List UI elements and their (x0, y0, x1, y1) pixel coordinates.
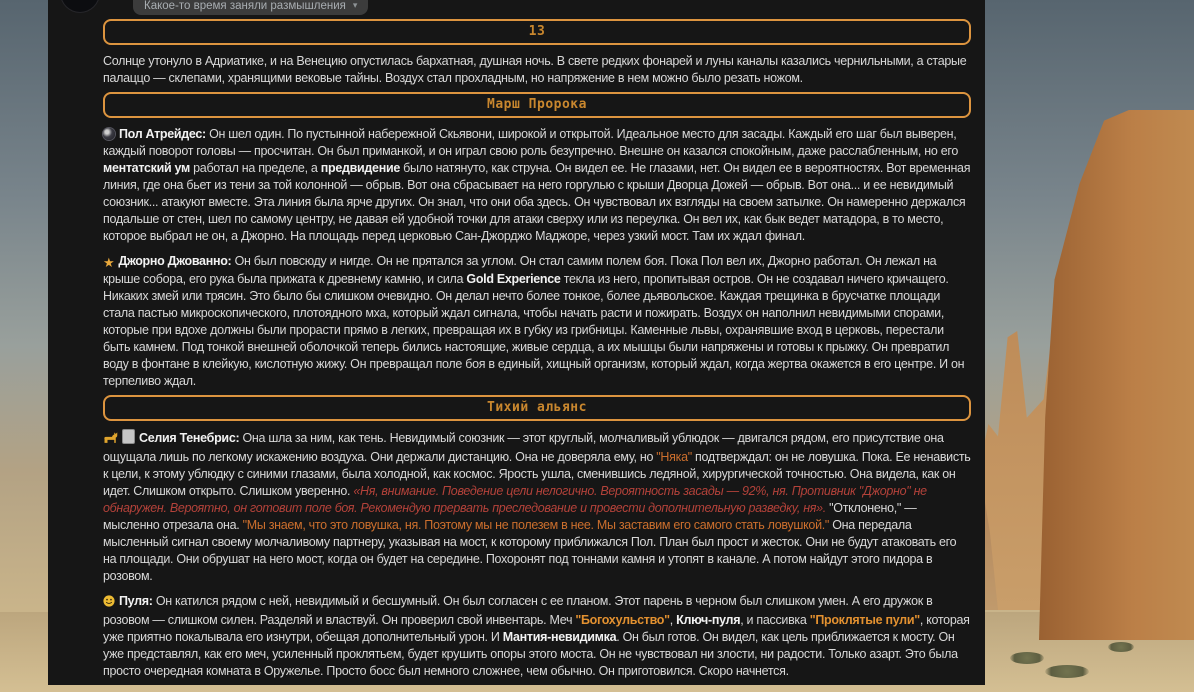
paul-bold-mentat: ментатский ум (103, 161, 190, 175)
bullet-item-key: Ключ-пуля (676, 613, 741, 627)
celia-quote-plan: "Мы знаем, что это ловушка, ня. Поэтому мы не полезем в нее. Мы заставим его самого стать ловушкой." (242, 518, 830, 532)
celia-text-2: подтверждал: он не ловушка. Пока. Ее ненависть к цели, к этому ублюдку с синими глазами, была холодной, как космос. Ярость ушла, сменившись ледяной, хирургической точностью. Она видела, как он идет. Слишком открыто. Слишком уверенно. (103, 450, 971, 498)
giorno-bold-stand: Gold Experience (466, 272, 561, 286)
celia-text-3: "Отклонено," — мысленно отрезала она. (103, 501, 917, 532)
bullet-text-2: , (669, 613, 677, 627)
star-icon: ★ (103, 255, 115, 270)
turn-counter-value: 13 (528, 24, 546, 39)
paul-text-2: работал на пределе, а (189, 161, 321, 175)
celia-quote-nyaka: "Няка" (656, 450, 692, 464)
paul-text-1: Он шел один. По пустынной набережной Скьявони, широкой и открытой. Идеальное место для засады. Каждый его шаг был выверен, каждый поворот головы — просчитан. Он был приманкой, и он играл свою роль безупречно. Внешне он казался спокойным, даже расслабленным, но его (103, 127, 958, 158)
section-header-march (103, 92, 971, 118)
bullet-paragraph (103, 593, 971, 680)
eye-icon (103, 128, 115, 140)
turn-counter-box (103, 19, 971, 45)
celia-system-warning: «Ня, внимание. Поведение цели нелогично. Вероятность засады — 92%, ня. Противник "Джорно" не обнаружен. Вероятно, он готовит поле боя. Рекомендую прервать преследование и провести дополнительную разведку, ня». (103, 484, 927, 515)
bullet-item-sword: "Богохульство" (575, 613, 670, 627)
chat-message-panel (48, 0, 985, 685)
smiley-icon (103, 595, 115, 612)
desert-shrub (1045, 665, 1089, 678)
desert-shrub (1108, 642, 1134, 652)
celia-paragraph (103, 429, 971, 585)
section-header-alliance-label: Тихий альянс (487, 400, 587, 415)
narration-paragraph: Солнце утонуло в Адриатике, и на Венецию опустилась бархатная, душная ночь. В свете редких фонарей и луны каналы казались чернильными, а старые палаццо — склепами, хранящими вековые тайны. Воздух стал прохладным, но напряжение в нем можно было резать ножом. (103, 54, 967, 85)
character-name-paul: Пол Атрейдес: (119, 127, 206, 141)
celia-text-4: Она передала мысленный сигнал своему молчаливому партнеру, указывая на мост, к которому приближался Пол. План был прост и жесток. Они не будут атаковать его на площади. Они обрушат на него мост, когда он будет на середине. Похоронят под тоннами камня и утопят в канале. А потом найдут этого пидора в розовом. (103, 518, 957, 583)
section-header-march-label: Марш Пророка (487, 97, 587, 112)
missing-glyph-box-icon (122, 429, 135, 444)
bullet-text-1: Он катился рядом с ней, невидимый и бесшумный. Он был согласен с ее планом. Этот парень в черном был слишком умен. А его дружок в розовом — слишком силен. Разделяй и властвуй. Он проверил свой инвентарь. Меч (103, 594, 933, 627)
chevron-down-icon: ▾ (352, 0, 358, 10)
celia-text-1: Она шла за ним, как тень. Невидимый союзник — этот круглый, молчаливый ублюдок — двигался рядом, его присутствие она ощущала лишь по легкому искажению воздуха. Они держали дистанцию. Она не доверяла ему, но (103, 431, 944, 464)
bullet-text-5: . Он был готов. Он видел, как цель приближается к мосту. Он уже представлял, как его меч, усиленный проклятьем, будет крушить опоры этого моста. Он не чувствовал ни злости, ни радости. Только азарт. Это была просто очередная комната в Оружелье. Просто босс был немного сложнее, чем обычно. Он приготовился. Скоро начнется. (103, 630, 958, 678)
cat-icon (103, 432, 118, 449)
bullet-text-3: , и пассивка (740, 613, 810, 627)
paul-text-3: было натянуто, как струна. Он видел ее. Не глазами, нет. Он видел ее в вероятностях. Вот временная линия, где она бьет из тени за той колонной — обрыв. Вот она сбрасывает на него горгулью с крыши Дворца Дожей — обрыв. Вот она... и ее невидимый союзник... атакуют вместе. Эта линия была ярче других. Он знал, что они оба здесь. Он чувствовал их взгляды на своем затылке. Он намеренно держался подальше от стен, шел по самому центру, не давая ей удобной точки для атаки сверху или из переулка. Он вел их, как бык ведет матадора, в то место, которое выбрал не он, а Джорно. На площадь перед церковью Сан-Джорджо Маджоре, через узкий мост. Там их ждал финал. (103, 161, 971, 243)
character-name-celia: Селия Тенебрис: (139, 431, 240, 445)
avatar[interactable] (61, 0, 99, 12)
rock-formation-main (1039, 110, 1194, 640)
character-name-bullet: Пуля: (119, 594, 153, 608)
giorno-text-2: текла из него, пропитывая остров. Он не создавал ничего кричащего. Никаких змей или трясин. Это было бы слишком очевидно. Он делал нечто более тонкое, более дьявольское. Каждая трещинка в брусчатке площади стала пастью микроскопического, плотоядного мха, который ждал сигнала, чтобы начать расти и пожирать. Воздух он наполнил невидимыми спорами, которые при вдохе должны были прорасти прямо в легких, превращая их в губку из грибницы. Каменные львы, охранявшие вход в церковь, перестали быть камнем. Под тонкой внешней оболочкой теперь бились настоящие, живые сердца, а их мышцы были напряжены и готовы к прыжку. Он превратил воду в фонтане в клейкую, кислотную жижу. Он превращал поле боя в единый, хищный организм, который ждал, когда жертва окажется в его центре. И он терпеливо ждал. (103, 272, 965, 388)
giorno-paragraph (103, 253, 971, 390)
giorno-text-1: Он был повсюду и нигде. Он не прятался за углом. Он стал самим полем боя. Пока Пол вел их, Джорно работал. Он лежал на крыше собора, его рука была прижата к древнему камню, и сила (103, 254, 937, 286)
bullet-text-4: , которая уже приятно покалывала его изнутри, обещая дополнительный урон. И (103, 613, 970, 644)
paul-paragraph (103, 126, 971, 245)
thinking-label: Какое-то время заняли размышления (144, 0, 346, 12)
bullet-item-passive: "Проклятые пули" (809, 613, 920, 627)
character-name-giorno: Джорно Джованно: (118, 254, 232, 268)
message-content (103, 0, 971, 680)
section-header-alliance (103, 395, 971, 421)
paul-bold-prescience: предвидение (320, 161, 400, 175)
desert-shrub (1010, 652, 1044, 664)
bullet-item-cloak: Мантия-невидимка (502, 630, 617, 644)
